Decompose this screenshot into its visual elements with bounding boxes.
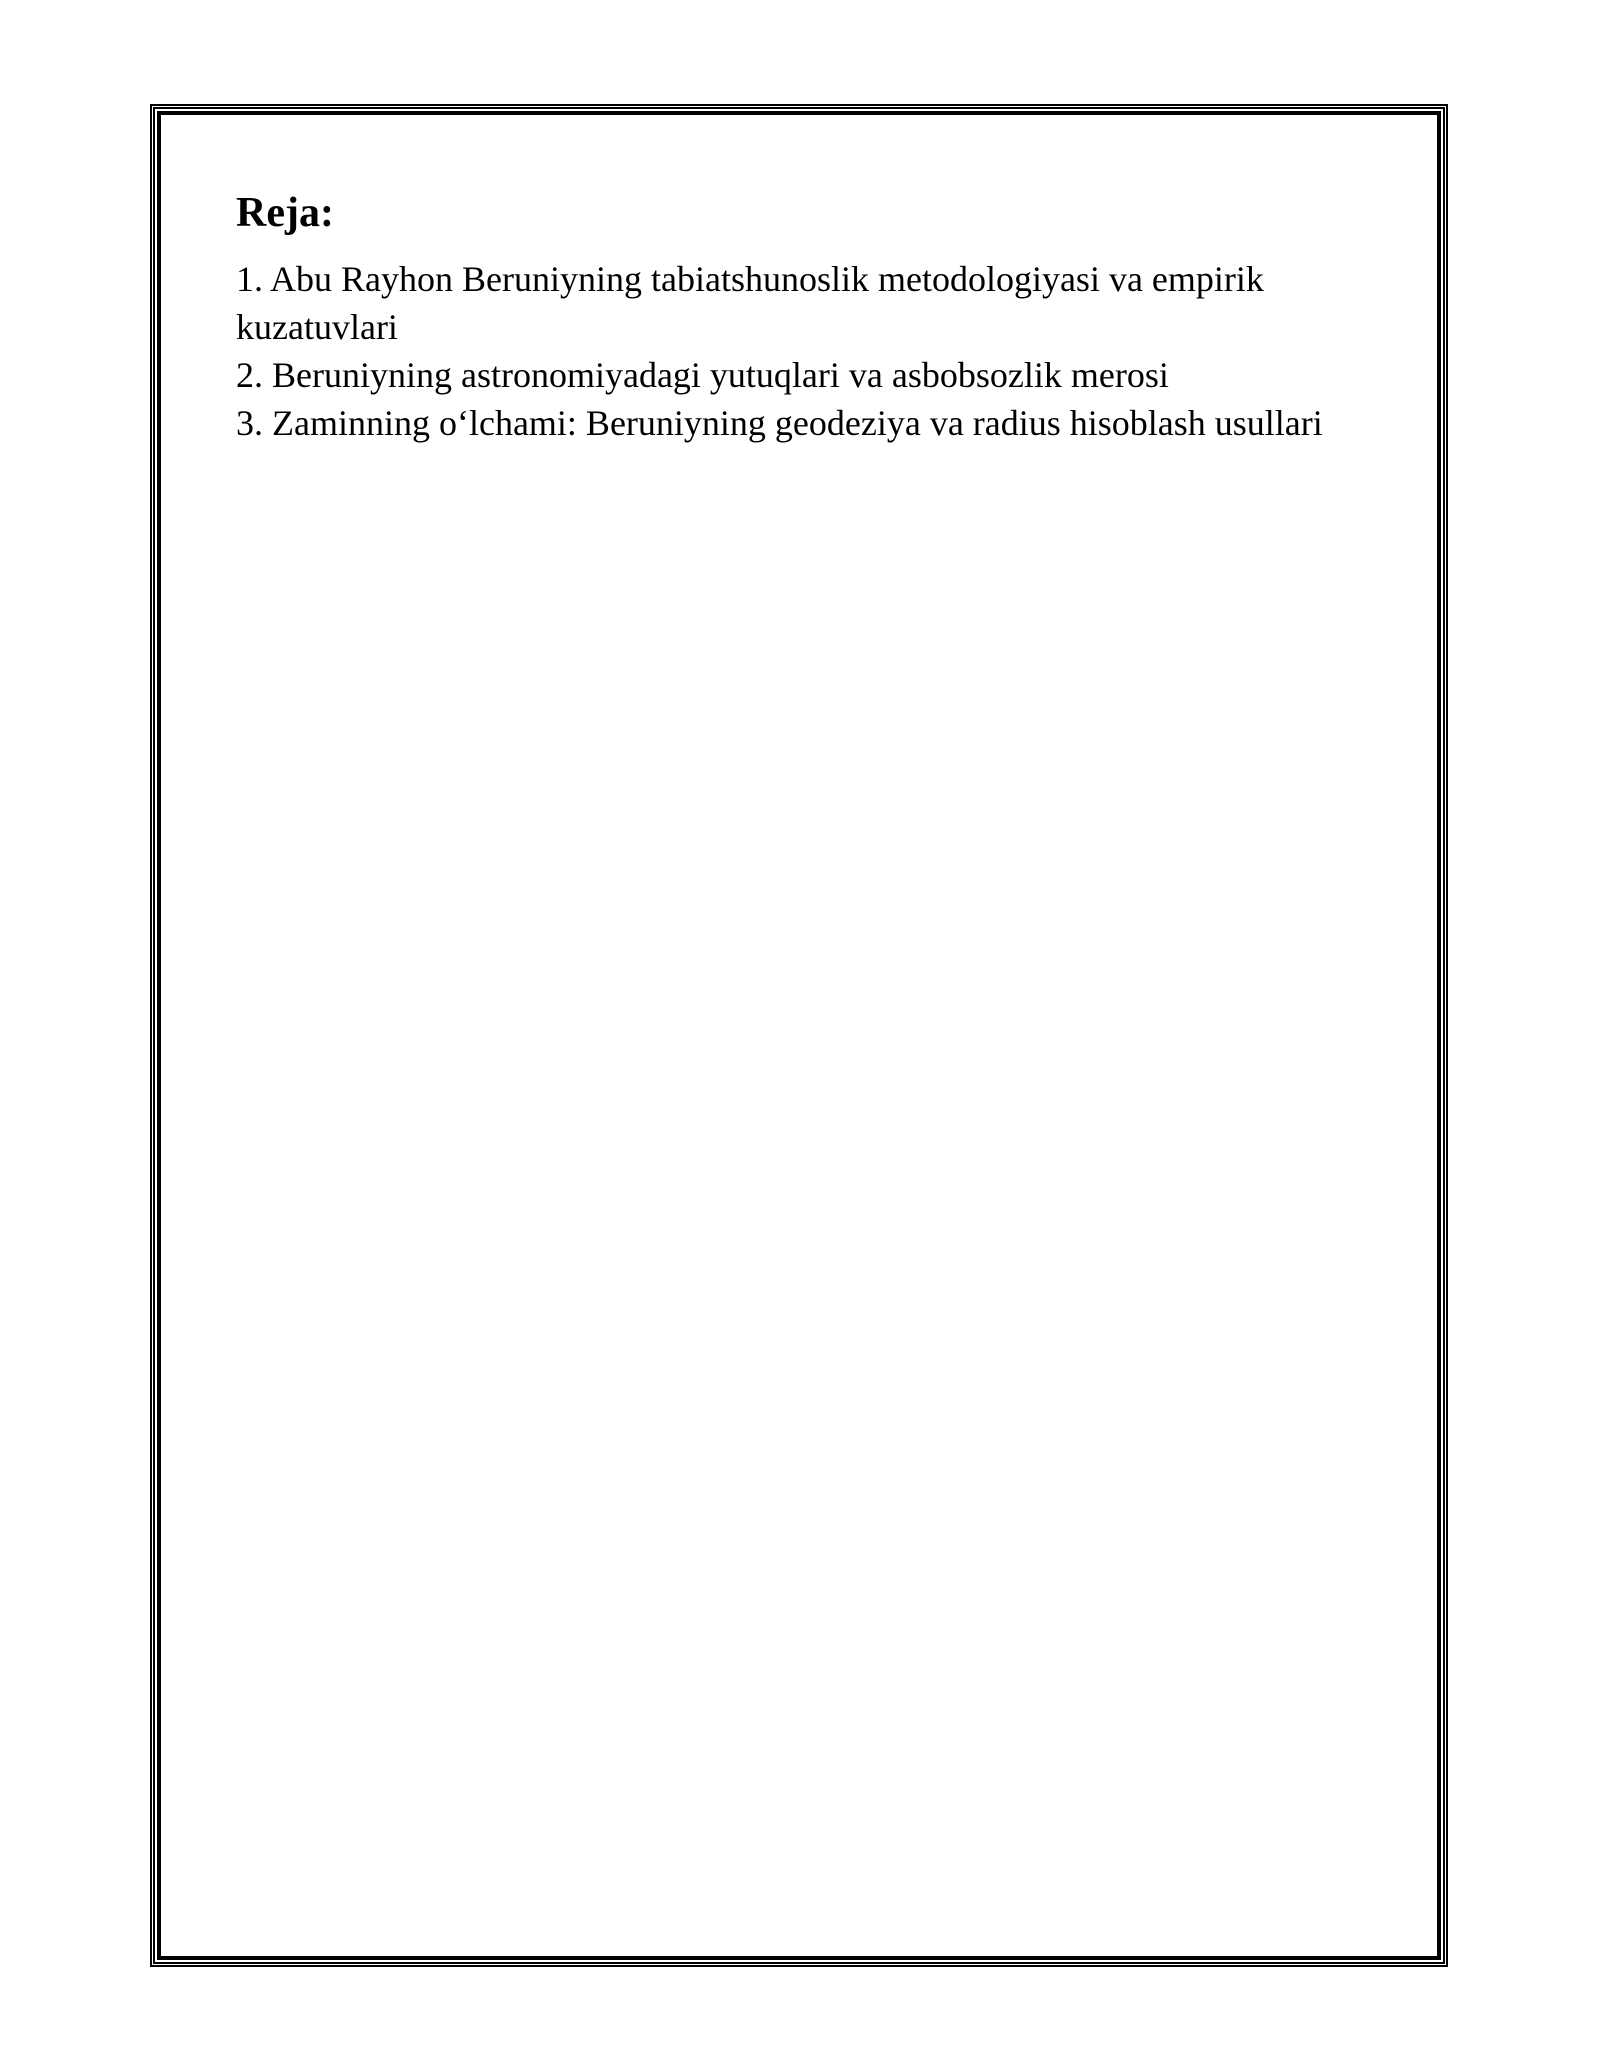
plan-item-1: 1. Abu Rayhon Beruniyning tabiatshunoslik metodologiyasi va empirik kuzatuvlari xyxy=(236,259,1264,347)
page-content xyxy=(236,185,1386,447)
plan-list xyxy=(236,255,1386,447)
plan-heading: Reja: xyxy=(236,190,334,236)
plan-item-2: 2. Beruniyning astronomiyadagi yutuqlari va asbobsozlik merosi xyxy=(236,355,1169,395)
plan-item-3: 3. Zaminning o‘lchami: Beruniyning geodeziya va radius hisoblash usullari xyxy=(236,403,1323,443)
